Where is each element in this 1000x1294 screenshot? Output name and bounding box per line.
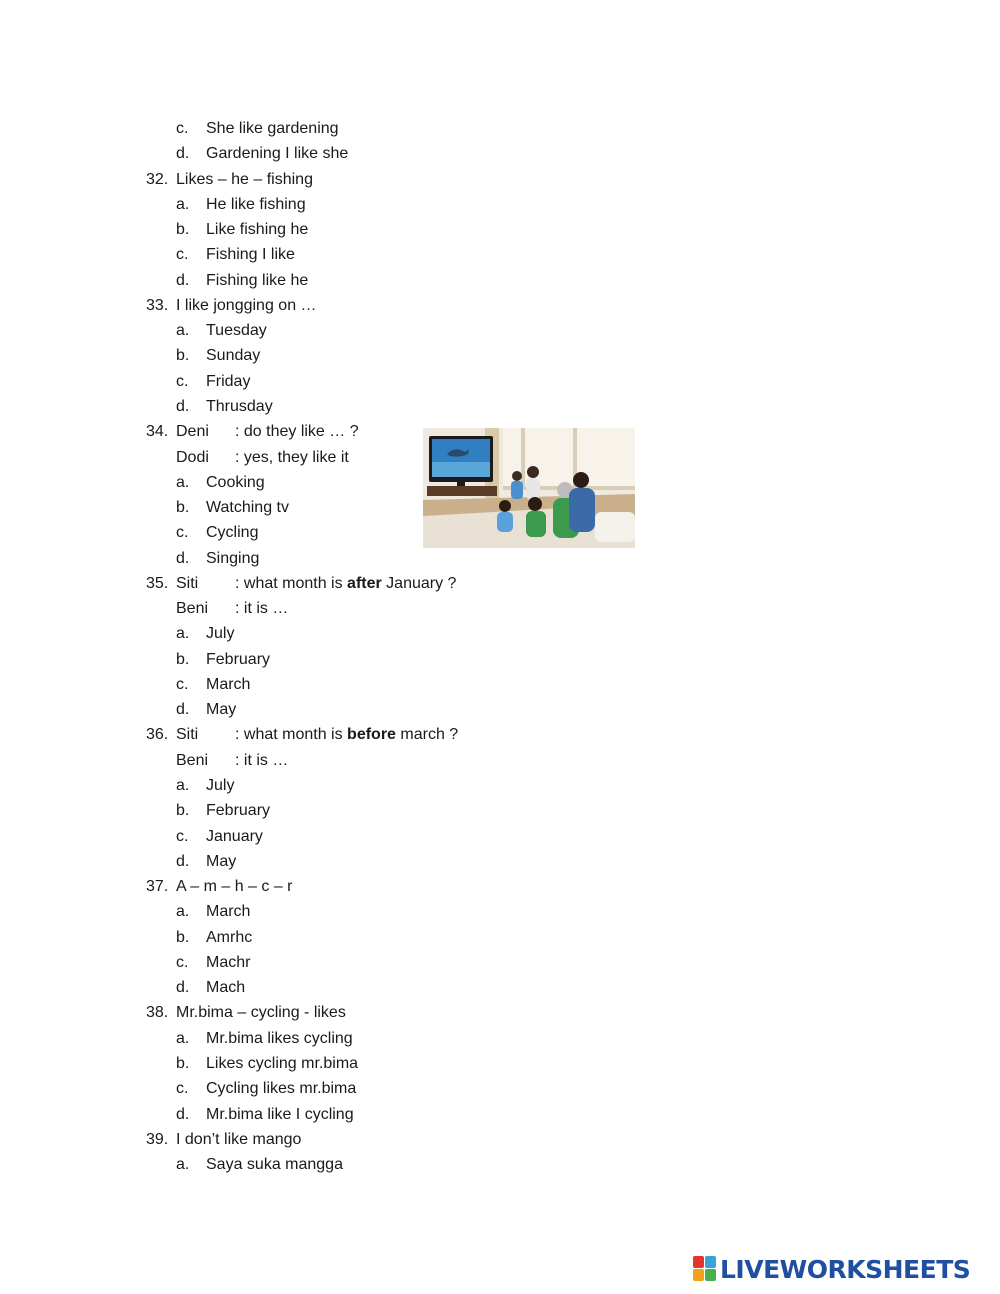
option-letter: c. (176, 246, 189, 263)
option-letter: a. (176, 1030, 190, 1047)
option-letter: b. (176, 347, 190, 364)
speaker-name: Dodi (176, 449, 209, 466)
option-text: Gardening I like she (206, 145, 349, 162)
speaker-name: Siti (176, 575, 199, 592)
question-number: 38. (146, 1004, 169, 1021)
option-text: July (206, 777, 235, 794)
speech-pre: : what month is (235, 726, 348, 743)
option-letter: c. (176, 828, 189, 845)
speaker-name: Siti (176, 726, 199, 743)
option-letter: a. (176, 322, 190, 339)
liveworksheets-mark-icon (693, 1256, 717, 1282)
option-text: He like fishing (206, 196, 306, 213)
option-text: July (206, 625, 235, 642)
option-letter: b. (176, 929, 190, 946)
question-number: 33. (146, 297, 169, 314)
speaker-name: Deni (176, 423, 209, 440)
option-letter: c. (176, 120, 189, 137)
option-text: Likes cycling mr.bima (206, 1055, 359, 1072)
option-text: May (206, 853, 237, 870)
question-number: 37. (146, 878, 169, 895)
question-text: I like jongging on … (176, 297, 317, 314)
option-letter: a. (176, 903, 190, 920)
option-text: Mr.bima like I cycling (206, 1106, 354, 1123)
option-letter: d. (176, 701, 190, 718)
option-text: January (206, 828, 263, 845)
option-letter: a. (176, 474, 190, 491)
option-letter: c. (176, 954, 189, 971)
option-text: Thrusday (206, 398, 273, 415)
option-letter: a. (176, 1156, 190, 1173)
option-letter: d. (176, 272, 190, 289)
option-text: Mach (206, 979, 246, 996)
question-number: 36. (146, 726, 169, 743)
question-number: 39. (146, 1131, 169, 1148)
family-watching-tv-image (423, 428, 635, 548)
speech-emphasis: after (347, 575, 382, 592)
option-letter: d. (176, 398, 190, 415)
liveworksheets-logo (693, 1254, 970, 1284)
speaker-name: Beni (176, 752, 209, 769)
speech-text: : it is … (235, 752, 289, 769)
liveworksheets-wordmark: LIVEWORKSHEETS (720, 1254, 971, 1284)
option-text: Tuesday (206, 322, 267, 339)
family-watching-tv-photo (423, 428, 635, 548)
speech-post: January ? (381, 575, 457, 592)
option-letter: b. (176, 651, 190, 668)
option-text: Cooking (206, 474, 265, 491)
speech-text: : do they like … ? (235, 423, 359, 440)
speech-text: : yes, they like it (235, 449, 349, 466)
option-text: March (206, 676, 251, 693)
option-text: May (206, 701, 237, 718)
question-number: 34. (146, 423, 169, 440)
option-text: Watching tv (206, 499, 289, 516)
question-number: 35. (146, 575, 169, 592)
question-text: Mr.bima – cycling - likes (176, 1004, 346, 1021)
option-text: Mr.bima likes cycling (206, 1030, 353, 1047)
option-text: February (206, 651, 271, 668)
option-letter: d. (176, 550, 190, 567)
speech-emphasis: before (347, 726, 396, 743)
speech-post: march ? (395, 726, 459, 743)
speech-text: : it is … (235, 600, 289, 617)
option-letter: b. (176, 802, 190, 819)
option-letter: d. (176, 1106, 190, 1123)
question-text: A – m – h – c – r (176, 878, 293, 895)
speech-text (235, 574, 456, 594)
question-text: Likes – he – fishing (176, 171, 313, 188)
option-text: Amrhc (206, 929, 253, 946)
option-letter: c. (176, 676, 189, 693)
option-letter: c. (176, 1080, 189, 1097)
option-letter: d. (176, 979, 190, 996)
option-letter: a. (176, 777, 190, 794)
option-text: Fishing like he (206, 272, 309, 289)
option-text: Singing (206, 550, 260, 567)
option-letter: b. (176, 1055, 190, 1072)
speaker-name: Beni (176, 600, 209, 617)
option-letter: c. (176, 373, 189, 390)
option-letter: c. (176, 524, 189, 541)
option-text: She like gardening (206, 120, 339, 137)
option-letter: b. (176, 221, 190, 238)
question-number: 32. (146, 171, 169, 188)
option-text: Like fishing he (206, 221, 309, 238)
option-text: Fishing I like (206, 246, 295, 263)
speech-pre: : what month is (235, 575, 348, 592)
option-text: Friday (206, 373, 251, 390)
speech-text (235, 725, 458, 745)
option-letter: a. (176, 196, 190, 213)
option-text: March (206, 903, 251, 920)
option-letter: b. (176, 499, 190, 516)
option-text: Saya suka mangga (206, 1156, 343, 1173)
option-text: Sunday (206, 347, 261, 364)
option-text: Machr (206, 954, 251, 971)
option-letter: d. (176, 145, 190, 162)
option-text: Cycling likes mr.bima (206, 1080, 357, 1097)
option-letter: d. (176, 853, 190, 870)
question-text: I don’t like mango (176, 1131, 302, 1148)
option-letter: a. (176, 625, 190, 642)
option-text: Cycling (206, 524, 259, 541)
option-text: February (206, 802, 271, 819)
